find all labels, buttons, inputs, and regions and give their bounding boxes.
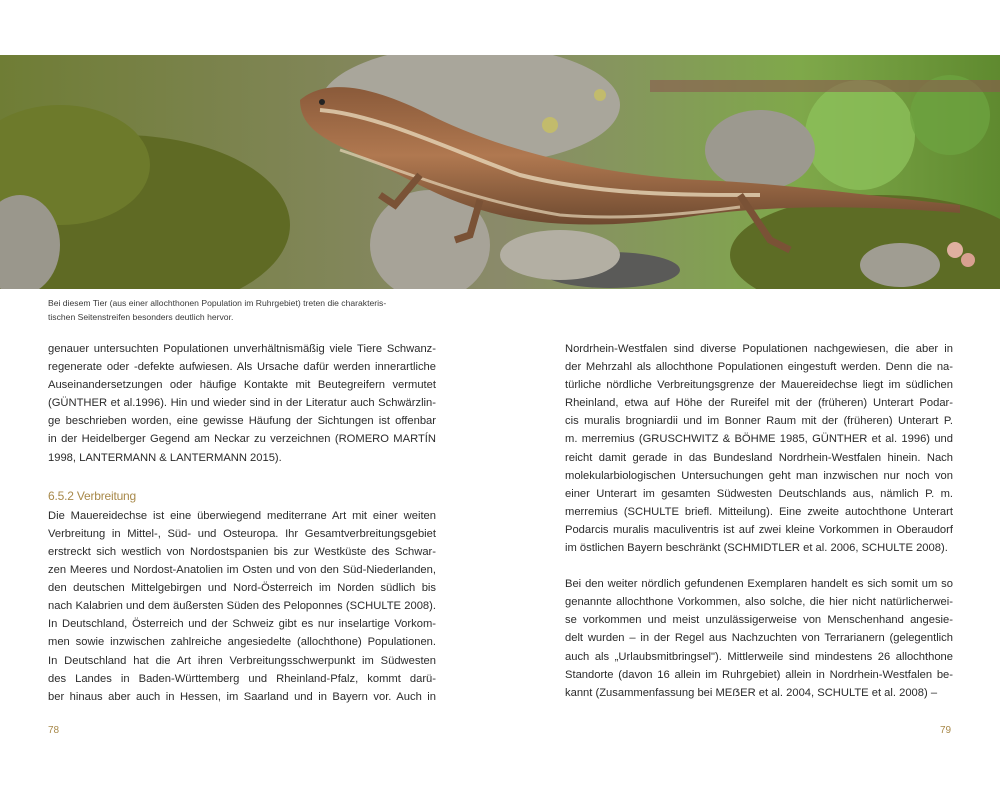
paragraph bbox=[48, 340, 436, 467]
figure-caption bbox=[48, 296, 468, 324]
text-line: ber hinaus aber auch in Hessen, im Saarland und in Bayern vor. Auch in bbox=[48, 690, 436, 703]
page-number-right: 79 bbox=[940, 725, 952, 736]
text-line: men sowie inzwischen zahlreiche angesiedelte (allochthone) Populationen. bbox=[48, 636, 436, 649]
text-line: nach Kalabrien und dem äußersten Süden des Peloponnes (SCHULTE 2008). bbox=[48, 600, 436, 613]
paragraph bbox=[565, 340, 953, 557]
right-column bbox=[565, 340, 953, 702]
text-line: reicht damit gerade in das Bundesland Nordrhein-Westfalen hinein. Nach bbox=[565, 451, 953, 464]
text-line: des Landes in Baden-Württemberg und Rheinland-Pfalz, kommt darü- bbox=[48, 672, 436, 685]
text-line: der Mehrzahl als allochthone Populationen eingestuft werden. Denn die na- bbox=[565, 361, 953, 374]
left-column bbox=[48, 340, 436, 706]
text-line: In Deutschland, Österreich und der Schweiz gibt es nur inselartige Vorkom- bbox=[48, 618, 436, 631]
text-line: In Deutschland hat die Art ihren Verbreitungsschwerpunkt im Südwesten bbox=[48, 654, 436, 667]
lizard-photo bbox=[0, 55, 1000, 289]
text-line: Verbreitung in Mittel-, Süd- und Osteuropa. Ihr Gesamtverbreitungsgebiet bbox=[48, 527, 436, 540]
text-line: kannt (Zusammenfassung bei MEẞER et al. 2004, SCHULTE et al. 2008) – bbox=[565, 686, 938, 699]
text-line: se vorkommen und meist unzulässigerweise von Menschenhand angesie- bbox=[565, 614, 953, 627]
text-line: türliche nördliche Verbreitungsgrenze der Mauereidechse liegt im südlichen bbox=[565, 379, 953, 392]
text-line: genauer untersuchten Populationen unverhältnismäßig viele Tiere Schwanz- bbox=[48, 343, 436, 355]
text-line: regenerate oder -defekte aufwiesen. Als Ursache dafür werden innerartliche bbox=[48, 361, 436, 374]
paragraph bbox=[565, 575, 953, 702]
text-line: (GÜNTHER et al.1996). Hin und wieder sind in der Literatur auch Schwärzlin- bbox=[48, 397, 436, 410]
text-line: merremius (SCHULTE briefl. Mitteilung). Eine zweite autochthone Unterart bbox=[565, 505, 953, 518]
text-line: genannte allochthone Vorkommen, also solche, die hier nicht natürlicherwei- bbox=[565, 596, 953, 609]
text-line: 1998, LANTERMANN & LANTERMANN 2015). bbox=[48, 451, 282, 464]
text-line: einer Unterart im gesamten Südwesten Deutschlands aus, nämlich P. m. bbox=[565, 487, 953, 500]
text-line: erstreckt sich westlich von Nordostspanien bis zur Westküste des Schwar- bbox=[48, 545, 436, 558]
text-line: delt wurden – in der Regel aus Nachzuchten von Terrarianern (gelegentlich bbox=[565, 632, 953, 645]
paragraph bbox=[48, 507, 436, 706]
text-line: Nordrhein-Westfalen sind diverse Populationen nachgewiesen, die aber in bbox=[565, 343, 953, 355]
text-line: in der Heidelberger Gegend am Neckar zu verzeichnen (ROMERO MARTÍN bbox=[48, 433, 436, 446]
text-line: Die Mauereidechse ist eine überwiegend mediterrane Art mit einer weiten bbox=[48, 509, 436, 522]
text-line: Rheinland, etwa auf Höhe der Rureifel mit der (früheren) Unterart Podar- bbox=[565, 397, 953, 410]
page-number-left: 78 bbox=[48, 725, 60, 736]
caption-line: tischen Seitenstreifen besonders deutlich hervor. bbox=[48, 312, 234, 322]
text-line: molekularbiologischen Untersuchungen geht man inzwischen nur noch von bbox=[565, 469, 953, 482]
text-line: cis muralis brogniardii und im Bonner Raum mit der (früheren) Unterart P. bbox=[565, 415, 953, 428]
text-line: auch als „Urlaubsmitbringsel"). Mittlerweile sind mindestens 26 allochthone bbox=[565, 650, 953, 663]
section-heading: 6.5.2 Verbreitung bbox=[48, 488, 137, 503]
text-line: Bei den weiter nördlich gefundenen Exemplaren handelt es sich somit um so bbox=[565, 578, 953, 591]
caption-line: Bei diesem Tier (aus einer allochthonen Population im Ruhrgebiet) treten die charakteris- bbox=[48, 298, 387, 308]
text-line: ge beschrieben worden, eine gewisse Häufung der Sichtungen ist offenbar bbox=[48, 415, 436, 428]
text-line: im östlichen Bayern beschränkt (SCHMIDTLER et al. 2006, SCHULTE 2008). bbox=[565, 542, 948, 555]
text-line: Standorte (davon 16 allein im Ruhrgebiet) allein in Nordrhein-Westfalen be- bbox=[565, 668, 953, 681]
text-line: Podarcis muralis maculiventris ist auf zwei kleine Vorkommen in Oberaudorf bbox=[565, 523, 953, 536]
text-line: den deutschen Mittelgebirgen und Nord-Österreich im Norden südlich bis bbox=[48, 582, 436, 595]
text-line: m. merremius (GRUSCHWITZ & BÖHME 1985, GÜNTHER et al. 1996) und bbox=[565, 433, 953, 446]
text-line: zen Meeres und Nordost-Anatolien im Osten und von den Süd-Niederlanden, bbox=[48, 564, 436, 577]
text-line: Auseinandersetzungen oder häufige Kontakte mit Beutegreifern vermutet bbox=[48, 379, 436, 392]
